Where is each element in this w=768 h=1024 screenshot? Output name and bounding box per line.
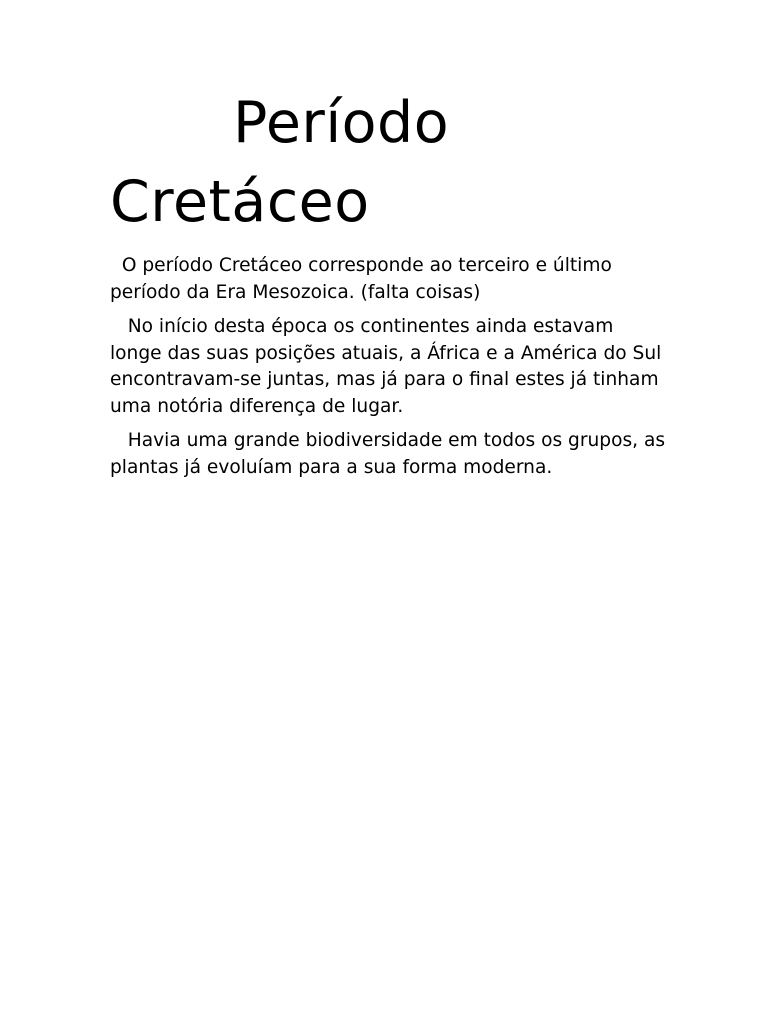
title-line-2: Cretáceo [110,169,370,235]
paragraph-biodiversity: Havia uma grande biodiversidade em todos os grupos, as plantas já evoluíam para a sua forma moderna. [110,430,671,478]
page-title [110,84,670,242]
paragraph-continents: No início desta época os continentes ainda estavam longe das suas posições atuais, a África e a América do Sul encontravam-se juntas, mas já para o final estes já tinham uma notória diferença de lugar. [110,316,668,417]
title-line-1: Período [233,90,450,156]
paragraph-intro: O período Cretáceo corresponde ao terceiro e último período da Era Mesozoica. (falta coisas) [110,255,618,303]
body-text [110,253,670,489]
